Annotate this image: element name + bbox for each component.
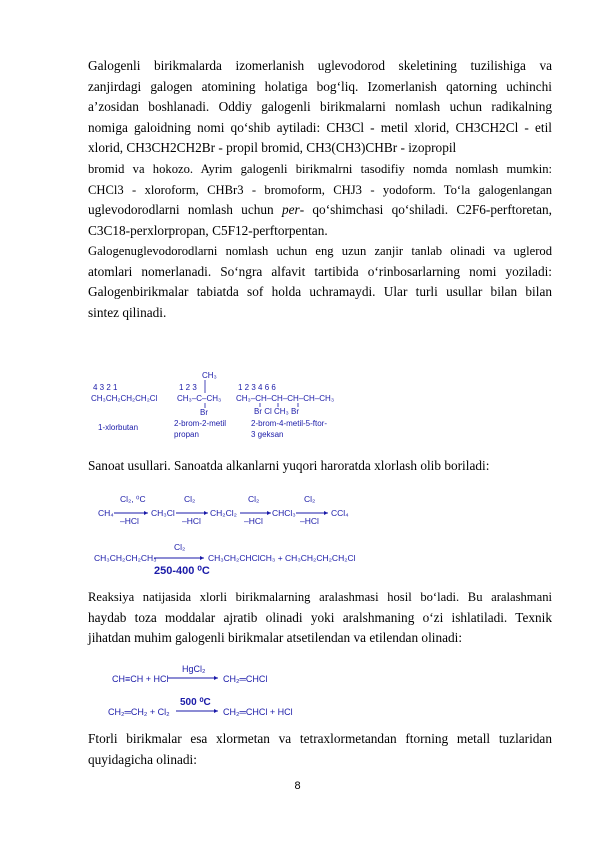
page-number: 8	[294, 780, 301, 792]
s1-name: 1-xlorbutan	[98, 423, 139, 432]
text-line: CHCl3 - xloroform, CHBr3 - bromoform, CHJ3 - yodoform. To‘la galogenlangan	[88, 182, 552, 197]
r2-left: CH₃CH₂CH₂CH₃	[94, 553, 157, 563]
r1-arrow1-top: Cl₂, ⁰C	[120, 494, 146, 504]
paragraph-mixture	[88, 587, 552, 649]
r1-ccl4: CCl₄	[331, 508, 349, 518]
r1-arrow1-bottom: –HCl	[120, 516, 139, 526]
paragraph-industrial	[88, 456, 552, 477]
r2-arrow-bottom: 250-400 ⁰C	[154, 565, 210, 577]
s2-formula: CH₃–C–CH₃	[177, 394, 222, 403]
r3-right: CH₂═CHCl	[223, 674, 268, 684]
r4-arrow-top: 500 ⁰C	[180, 697, 211, 708]
s3-formula: CH₃–CH–CH–CH–CH–CH₃	[236, 394, 335, 403]
r1-ch4: CH₄	[98, 508, 114, 518]
text-line: quyidagicha olinadi:	[88, 751, 197, 767]
s2-name-1: 2-brom-2-metil	[174, 419, 227, 428]
s1-formula: CH₃CH₂CH₂CH₂Cl	[91, 394, 158, 403]
text-line: zanjirdagi galogen atomining holatiga bog‘liq. Izomerlanish qatorning uchinchi	[88, 78, 552, 94]
text-line: sintez qilinadi.	[88, 304, 167, 320]
text-line: C3C18-perxlorpropan, C5F12-perftorpentan.	[88, 222, 328, 238]
text-line: Galogenbirikmalar tabiatda sof holda uchramaydi. Ular turli usullar bilan bilan	[88, 284, 552, 300]
text-line: Galogenli birikmalarda izomerlanish uglevodorod skeletining tuzilishiga va	[88, 58, 552, 73]
text-line: haydab toza moddalar ajratib olinadi yoki aralshmaning o‘zi ishlatiladi. Texnik	[88, 609, 552, 625]
r2-right: CH₃CH₂CHClCH₃ + CH₃CH₂CH₂CH₂Cl	[208, 553, 356, 563]
s2-br: Br	[200, 408, 208, 417]
text-line: Sanoat usullari. Sanoatda alkanlarni yuqori haroratda xlorlash olib boriladi:	[88, 458, 490, 473]
r4-right: CH₂═CHCl + HCl	[223, 707, 293, 717]
paragraph-fluorine	[88, 729, 552, 770]
text-line: nomiga galoidning nomi qo‘shib aytiladi: CH3Cl - metil xlorid, CH3CH2Cl - etil	[88, 119, 552, 135]
structures-figure	[86, 368, 356, 444]
r1-arrow3-bottom: –HCl	[244, 516, 263, 526]
text-line	[88, 200, 552, 221]
text-line: Reaksiya natijasida xlorli birikmalarning aralashmasi hosil bo‘ladi. Bu aralashmani	[88, 590, 552, 604]
text-line: a’zosidan boshlanadi. Oddiy galogenli birikmalarni nomlash uchun radikalning	[88, 99, 552, 115]
r1-arrow3-top: Cl₂	[248, 494, 260, 504]
text-line: Ftorli birikmalar esa xlormetan va tetraxlormetandan ftorning metall tuzlaridan	[88, 731, 552, 746]
r1-chcl3: CHCl₃	[272, 508, 296, 518]
chlorination-scheme	[88, 482, 358, 580]
text-line: xlorid, CH3CH2CH2Br - propil bromid, CH3(CH3)CHBr - izopropil	[88, 140, 457, 156]
s3-name-1: 2-brom-4-metil-5-ftor-	[251, 419, 328, 428]
text-fragment: - qo‘shimchasi qo‘shiladi. C2F6-perftoretan,	[299, 202, 553, 218]
s2-numbers: 1 2 3	[179, 383, 197, 392]
s3-name-2: 3 geksan	[251, 430, 284, 439]
r1-arrow2-bottom: –HCl	[182, 516, 201, 526]
r1-ch3cl: CH₃Cl	[151, 508, 175, 518]
s2-name-2: propan	[174, 430, 199, 439]
text-line: atomlari nomerlanadi. So‘ngra alfavit tartibida o‘rinbosarlarning nomi yoziladi:	[88, 263, 552, 279]
s3-numbers: 1 2 3 4 6 6	[238, 383, 276, 392]
acetylene-ethylene-scheme	[108, 660, 308, 722]
r3-arrow-top: HgCl₂	[182, 664, 206, 674]
r1-arrow4-bottom: –HCl	[300, 516, 319, 526]
per-prefix: per	[281, 202, 300, 218]
s3-substituents: Br Cl CH₃ Br	[254, 407, 300, 416]
s2-top: CH₃	[202, 371, 217, 380]
text-line: jihatdan muhim galogenli birikmalar atsetilendan va etilendan olinadi:	[88, 630, 463, 646]
r1-arrow2-top: Cl₂	[184, 494, 196, 504]
text-line: Galogenuglevodorodlarni nomlash uchun eng uzun zanjir tanlab olinadi va uglerod	[88, 244, 552, 258]
r1-arrow4-top: Cl₂	[304, 494, 316, 504]
r4-left: CH₂═CH₂ + Cl₂	[108, 707, 170, 717]
r2-arrow-top: Cl₂	[174, 542, 186, 552]
text-line: bromid va hokozo. Ayrim galogenli birikmalrni tasodifiy nomda nomlash mumkin:	[88, 162, 552, 176]
paragraph-trivial-names	[88, 159, 552, 241]
r3-left: CH≡CH + HCl	[112, 674, 169, 684]
text-fragment: uglevodorodlarni nomlash uchun	[88, 202, 282, 218]
paragraph-nomenclature	[88, 241, 552, 323]
s1-numbers: 4 3 2 1	[93, 383, 118, 392]
r1-ch2cl2: CH₂Cl₂	[210, 508, 237, 518]
paragraph-isomerism	[88, 56, 552, 159]
